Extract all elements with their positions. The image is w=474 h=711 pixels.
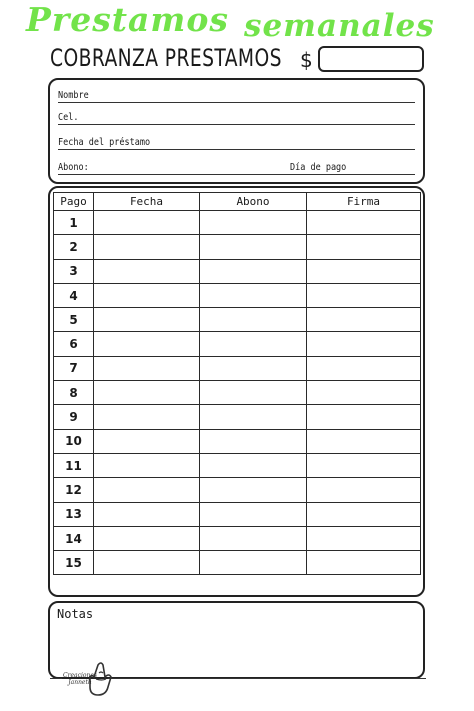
header-fecha: Fecha: [94, 193, 200, 211]
banner-word-semanales: semanales: [244, 8, 435, 44]
cel-field[interactable]: [58, 112, 415, 125]
table-row: [54, 429, 421, 453]
logo-text-line1: Creaciones: [63, 672, 97, 679]
abono-cell[interactable]: [200, 259, 307, 283]
fecha-cell[interactable]: [94, 381, 200, 405]
table-row: [54, 381, 421, 405]
fecha-cell[interactable]: [94, 526, 200, 550]
abono-cell[interactable]: [200, 235, 307, 259]
abono-cell[interactable]: [200, 453, 307, 477]
firma-cell[interactable]: [307, 235, 421, 259]
pago-number: 13: [54, 502, 94, 526]
abono-cell[interactable]: [200, 526, 307, 550]
footer-divider-left: [50, 678, 62, 679]
fecha-cell[interactable]: [94, 235, 200, 259]
table-row: [54, 283, 421, 307]
firma-cell[interactable]: [307, 526, 421, 550]
payments-table: [53, 192, 421, 575]
dia-pago-label: Día de pago: [290, 162, 347, 173]
firma-cell[interactable]: [307, 478, 421, 502]
fecha-cell[interactable]: [94, 356, 200, 380]
fecha-cell[interactable]: [94, 502, 200, 526]
pago-number: 6: [54, 332, 94, 356]
logo-text: [62, 672, 98, 686]
abono-cell[interactable]: [200, 356, 307, 380]
borrower-info-box: [48, 78, 425, 184]
table-row: [54, 308, 421, 332]
table-row: [54, 332, 421, 356]
fecha-prestamo-label: Fecha del préstamo: [58, 137, 151, 148]
firma-cell[interactable]: [307, 453, 421, 477]
banner-word-prestamos: Prestamos: [26, 0, 229, 39]
fecha-cell[interactable]: [94, 308, 200, 332]
fecha-cell[interactable]: [94, 551, 200, 575]
fecha-prestamo-field[interactable]: [58, 137, 415, 150]
abono-cell[interactable]: [200, 332, 307, 356]
footer-divider: [108, 678, 426, 679]
pago-number: 5: [54, 308, 94, 332]
abono-dia-pago-field[interactable]: [58, 162, 415, 175]
pago-number: 15: [54, 551, 94, 575]
abono-cell[interactable]: [200, 502, 307, 526]
table-row: [54, 211, 421, 235]
payments-table-box: [48, 186, 425, 597]
abono-cell[interactable]: [200, 308, 307, 332]
banner-title: [0, 0, 474, 44]
cel-label: Cel.: [58, 112, 79, 123]
table-row: [54, 502, 421, 526]
abono-cell[interactable]: [200, 211, 307, 235]
pago-number: 3: [54, 259, 94, 283]
pago-number: 2: [54, 235, 94, 259]
table-row: [54, 405, 421, 429]
abono-cell[interactable]: [200, 478, 307, 502]
header-pago: Pago: [54, 193, 94, 211]
nombre-field[interactable]: [58, 90, 415, 103]
firma-cell[interactable]: [307, 356, 421, 380]
page-title: COBRANZA PRESTAMOS: [50, 44, 282, 72]
table-row: [54, 453, 421, 477]
firma-cell[interactable]: [307, 332, 421, 356]
nombre-label: Nombre: [58, 90, 89, 101]
fecha-cell[interactable]: [94, 429, 200, 453]
table-row: [54, 551, 421, 575]
pago-number: 11: [54, 453, 94, 477]
table-row: [54, 259, 421, 283]
table-row: [54, 526, 421, 550]
fecha-cell[interactable]: [94, 259, 200, 283]
firma-cell[interactable]: [307, 502, 421, 526]
pago-number: 10: [54, 429, 94, 453]
fecha-cell[interactable]: [94, 453, 200, 477]
firma-cell[interactable]: [307, 381, 421, 405]
table-row: [54, 356, 421, 380]
firma-cell[interactable]: [307, 405, 421, 429]
pago-number: 4: [54, 283, 94, 307]
fecha-cell[interactable]: [94, 283, 200, 307]
firma-cell[interactable]: [307, 308, 421, 332]
pago-number: 7: [54, 356, 94, 380]
abono-cell[interactable]: [200, 551, 307, 575]
table-row: [54, 478, 421, 502]
abono-label: Abono:: [58, 162, 89, 173]
abono-cell[interactable]: [200, 381, 307, 405]
firma-cell[interactable]: [307, 283, 421, 307]
firma-cell[interactable]: [307, 259, 421, 283]
amount-field[interactable]: [318, 46, 424, 72]
firma-cell[interactable]: [307, 429, 421, 453]
fecha-cell[interactable]: [94, 211, 200, 235]
notes-label: Notas: [57, 607, 94, 621]
table-row: [54, 235, 421, 259]
header-firma: Firma: [307, 193, 421, 211]
pago-number: 8: [54, 381, 94, 405]
firma-cell[interactable]: [307, 551, 421, 575]
logo-text-line2: Janneth: [68, 679, 92, 686]
fecha-cell[interactable]: [94, 478, 200, 502]
header-abono: Abono: [200, 193, 307, 211]
currency-symbol: $: [300, 48, 313, 72]
pago-number: 9: [54, 405, 94, 429]
abono-cell[interactable]: [200, 283, 307, 307]
pago-number: 14: [54, 526, 94, 550]
table-header-row: [54, 193, 421, 211]
firma-cell[interactable]: [307, 211, 421, 235]
fecha-cell[interactable]: [94, 332, 200, 356]
abono-cell[interactable]: [200, 429, 307, 453]
abono-cell[interactable]: [200, 405, 307, 429]
pago-number: 12: [54, 478, 94, 502]
pago-number: 1: [54, 211, 94, 235]
fecha-cell[interactable]: [94, 405, 200, 429]
